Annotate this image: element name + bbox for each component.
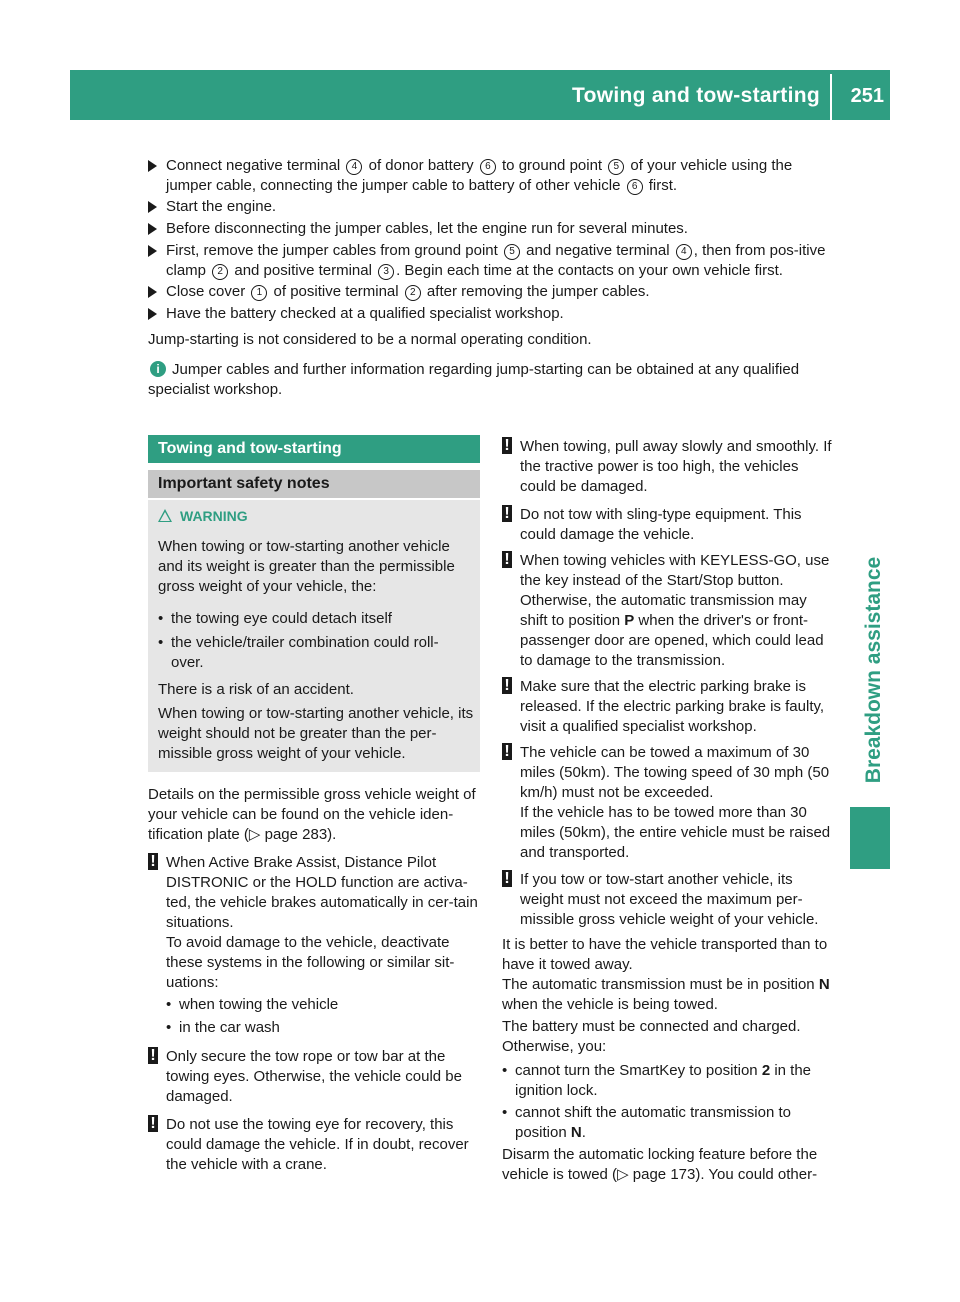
paragraph-transport: It is better to have the vehicle transported than to have it towed away. <box>502 936 828 973</box>
callout-2-icon: 2 <box>405 285 421 301</box>
note-sling: ! Do not tow with sling-type equipment. This could damage the vehicle. <box>502 505 838 545</box>
jump-start-note: Jump-starting is not considered to be a normal operating condition. <box>148 331 592 348</box>
callout-6-icon: 6 <box>480 159 496 175</box>
arrow-right-icon <box>148 286 157 298</box>
caution-icon: ! <box>148 1047 158 1064</box>
paragraph-battery: The battery must be connected and charged. Otherwise, you: <box>502 1018 801 1055</box>
paragraph-auto-lock: Disarm the automatic locking feature before the vehicle is towed (▷ page 173). You could other- <box>502 1146 818 1183</box>
arrow-right-icon <box>148 160 157 172</box>
step-connect-negative: Connect negative terminal 4 of donor battery 6 to ground point 5 of your vehicle using the jumper cable, connecting the jumper cable to battery of other vehicle 6 first. <box>148 156 838 196</box>
bullet-icon: • <box>502 1104 508 1121</box>
caution-icon: ! <box>502 505 512 522</box>
list-item: • in the car wash <box>166 1019 280 1036</box>
arrow-right-icon <box>148 245 157 257</box>
step-remove-cables: First, remove the jumper cables from ground point 5 and negative terminal 4 , then from pos-itive clamp 2 and positive terminal 3 . Begin each time at the contacts on your own vehicle first. <box>148 241 838 281</box>
note-max-distance: ! The vehicle can be towed a maximum of 30 miles (50km). The towing speed of 30 mph (50 km/h) must not be exceeded. <box>502 743 838 803</box>
caution-icon: ! <box>148 1115 158 1132</box>
note-keyless-go: ! When towing vehicles with KEYLESS-GO, use the key instead of the Start/Stop button. Otherwise, the automatic transmission may shift to position P when the driver's or front-passenger door are opened, which could lead to damage to the transmission. <box>502 551 838 671</box>
caution-icon: ! <box>502 677 512 694</box>
note-weight: ! If you tow or tow-start another vehicle, its weight must not exceed the maximum per-missible gross vehicle weight of your vehicle. <box>502 870 838 930</box>
page-number: 251 <box>850 85 884 107</box>
note-deactivate: To avoid damage to the vehicle, deactivate these systems in the following or similar sit-uations: <box>166 934 455 991</box>
caution-icon: ! <box>502 870 512 887</box>
paragraph-position-n: The automatic transmission must be in position N when the vehicle is being towed. <box>502 976 830 1013</box>
bullet-icon: • <box>166 1019 172 1036</box>
arrow-right-icon <box>148 223 157 235</box>
bullet-icon: • <box>166 996 172 1013</box>
warning-triangle-icon <box>158 509 172 522</box>
step-let-engine-run: Before disconnecting the jumper cables, let the engine run for several minutes. <box>148 219 838 239</box>
header-title: Towing and tow-starting <box>572 84 820 107</box>
step-close-cover: Close cover 1 of positive terminal 2 after removing the jumper cables. <box>148 282 838 302</box>
callout-5-icon: 5 <box>504 244 520 260</box>
caution-icon: ! <box>502 743 512 760</box>
caution-icon: ! <box>148 853 158 870</box>
callout-6-icon: 6 <box>627 179 643 195</box>
list-item: • when towing the vehicle <box>166 996 339 1013</box>
callout-4-icon: 4 <box>676 244 692 260</box>
warning-bullet: • the towing eye could detach itself <box>158 610 392 627</box>
page-ref-arrow-icon: ▷ <box>617 1166 629 1183</box>
note-transport: If the vehicle has to be towed more than 30 miles (50km), the entire vehicle must be raised and transported. <box>520 804 831 861</box>
info-icon: i <box>150 361 166 377</box>
side-tab-label: Breakdown assistance <box>862 556 885 784</box>
note-parking-brake: ! Make sure that the electric parking brake is released. If the electric parking brake is faulty, visit a qualified specialist workshop. <box>502 677 838 737</box>
info-note: Jumper cables and further information regarding jump-starting can be obtained at any qualified specialist workshop. <box>148 361 800 398</box>
callout-1-icon: 1 <box>251 285 267 301</box>
arrow-right-icon <box>148 201 157 213</box>
note-active-brake: ! When Active Brake Assist, Distance Pilot DISTRONIC or the HOLD function are activa-ted, the vehicle brakes automatically in cer-tain situations. <box>148 853 480 933</box>
note-towing-eye: ! Do not use the towing eye for recovery, this could damage the vehicle. If in doubt, recover the vehicle with a crane. <box>148 1115 480 1175</box>
callout-4-icon: 4 <box>346 159 362 175</box>
warning-box <box>148 500 480 772</box>
caution-icon: ! <box>502 437 512 454</box>
callout-2-icon: 2 <box>212 264 228 280</box>
page-header <box>70 70 890 120</box>
step-start-engine: Start the engine. <box>148 197 838 217</box>
details-text: Details on the permissible gross vehicle weight of your vehicle can be found on the vehicle iden-tification plate (▷ page 283). <box>148 786 476 843</box>
warning-heading: WARNING <box>158 508 248 524</box>
caution-icon: ! <box>502 551 512 568</box>
note-tow-rope: ! Only secure the tow rope or tow bar at the towing eyes. Otherwise, the vehicle could be damaged. <box>148 1047 480 1107</box>
section-title: Towing and tow-starting <box>148 435 480 463</box>
side-tab-marker <box>850 807 890 869</box>
warning-intro: When towing or tow-starting another vehicle and its weight is greater than the permissible gross weight of your vehicle, the: <box>158 538 455 595</box>
warning-bullet: • the vehicle/trailer combination could roll-over. <box>158 634 439 671</box>
callout-3-icon: 3 <box>378 264 394 280</box>
list-item: • cannot turn the SmartKey to position 2 in the ignition lock. <box>502 1062 812 1099</box>
page-ref-arrow-icon: ▷ <box>248 826 261 843</box>
header-divider <box>830 74 832 120</box>
step-battery-check: Have the battery checked at a qualified specialist workshop. <box>148 304 838 324</box>
warning-risk: There is a risk of an accident. <box>158 681 354 698</box>
bullet-icon: • <box>158 610 164 627</box>
callout-5-icon: 5 <box>608 159 624 175</box>
bullet-icon: • <box>502 1062 508 1079</box>
bullet-icon: • <box>158 634 164 651</box>
list-item: • cannot shift the automatic transmission to position N. <box>502 1104 791 1141</box>
note-pull-away: ! When towing, pull away slowly and smoothly. If the tractive power is too high, the vehicles could be damaged. <box>502 437 838 497</box>
arrow-right-icon <box>148 308 157 320</box>
warning-outro: When towing or tow-starting another vehicle, its weight should not be greater than the per-missible gross weight of your vehicle. <box>158 705 474 762</box>
subsection-title: Important safety notes <box>148 470 480 498</box>
